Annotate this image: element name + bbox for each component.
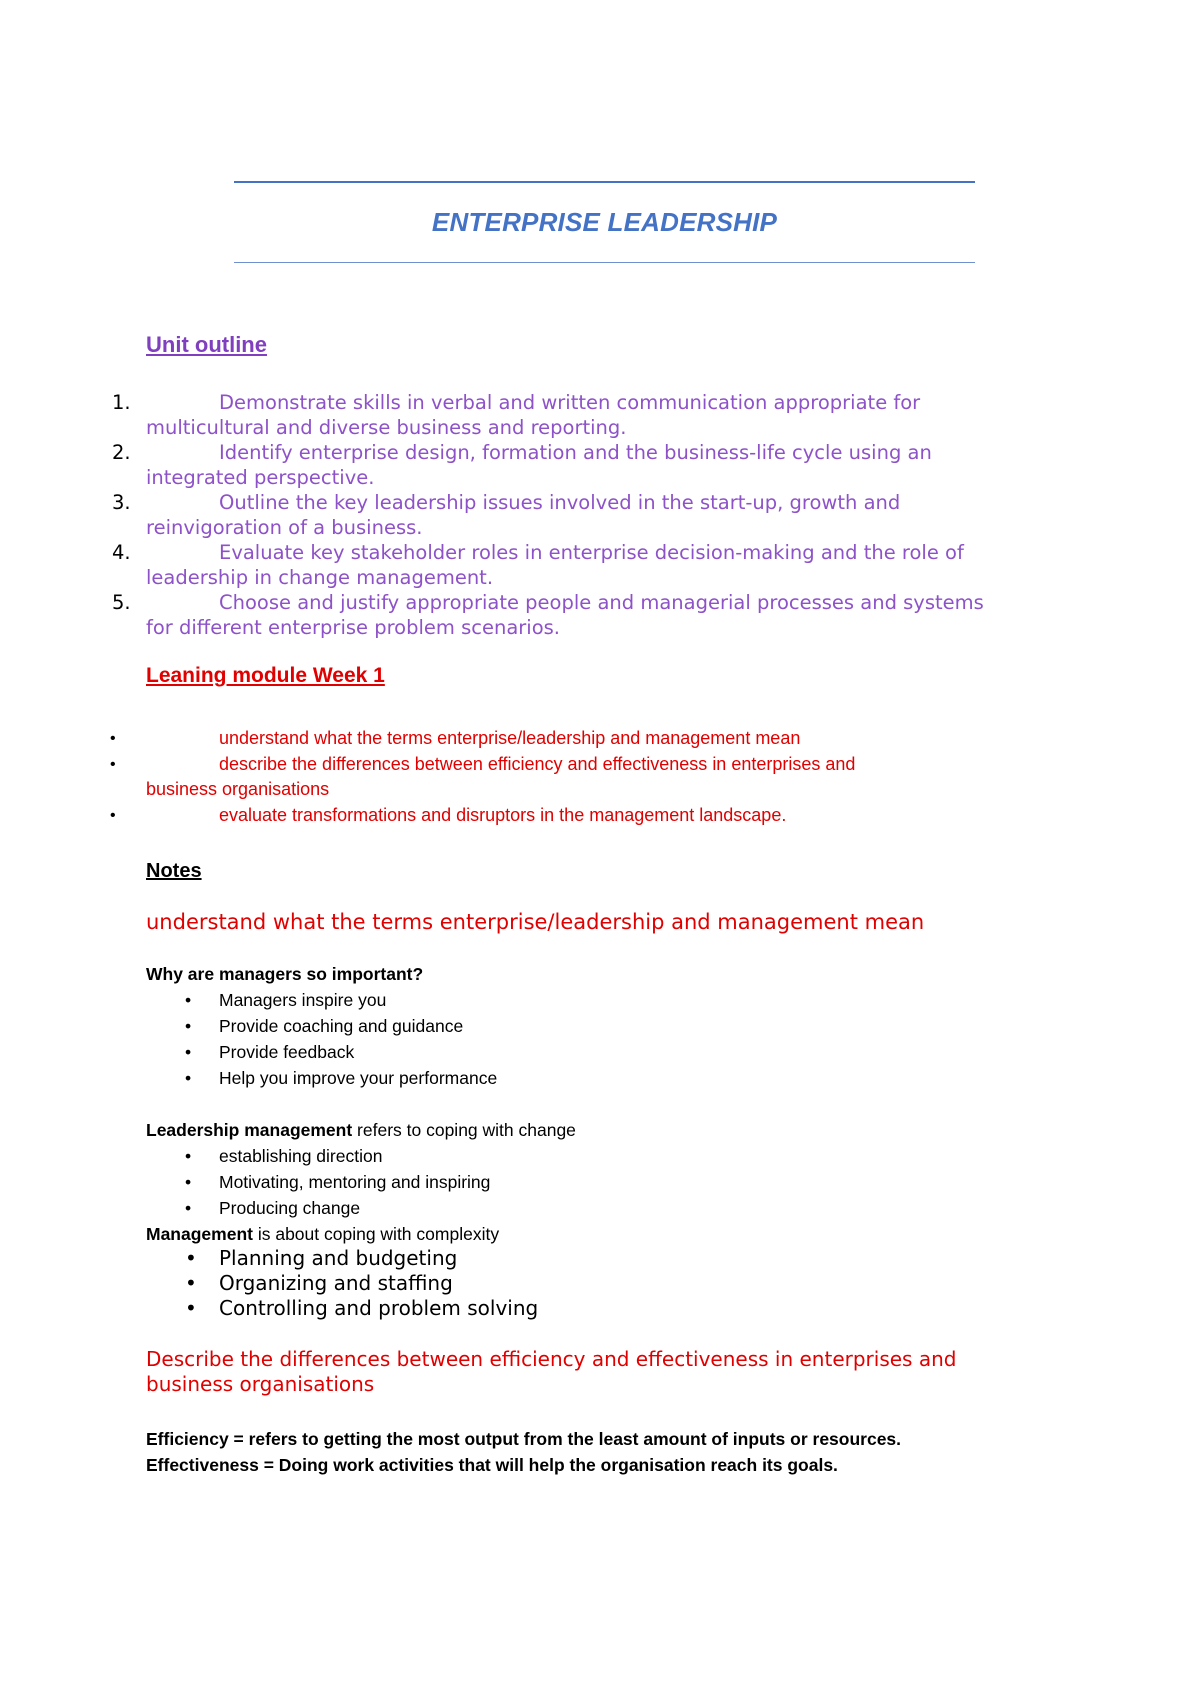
list-item: • Producing change [146, 1195, 490, 1221]
week1-objective [110, 803, 1076, 829]
week1-objective-text: describe the differences between efficiency and effectiveness in enterprises and [219, 753, 856, 774]
week1-objective-text: evaluate transformations and disruptors in the management landscape. [219, 804, 787, 825]
leadership-management-term: Leadership management [146, 1120, 353, 1140]
list-item: • establishing direction [146, 1143, 490, 1169]
bullet-icon: • [185, 1172, 192, 1192]
outline-item-number: 1. [112, 391, 131, 414]
bullet-icon: • [110, 755, 116, 773]
management-text: is about coping with complexity [252, 1224, 500, 1244]
outline-item-text-line2: multicultural and diverse business and reporting. [146, 416, 627, 439]
why-managers-question: Why are managers so important? [146, 964, 424, 984]
describe-line1: Describe the differences between efficiency and effectiveness in enterprises and [146, 1347, 957, 1371]
week1-objective [110, 726, 1076, 752]
leadership-management-text: refers to coping with change [352, 1120, 576, 1140]
efficiency-definition: Efficiency = refers to getting the most output from the least amount of inputs or resources. [146, 1429, 902, 1449]
document-title: ENTERPRISE LEADERSHIP [431, 207, 778, 237]
list-item: • Provide feedback [146, 1039, 497, 1065]
outline-item-text-line2: leadership in change management. [146, 566, 494, 589]
outline-item [112, 590, 1076, 640]
outline-item-number: 4. [112, 541, 131, 564]
management-definition [146, 1221, 1076, 1247]
week1-objectives-list [110, 726, 1076, 828]
outline-item-text-line1: Identify enterprise design, formation and the business-life cycle using an [219, 441, 932, 464]
outline-item-text-line2: for different enterprise problem scenarios. [146, 616, 561, 639]
describe-differences-subheading [146, 1347, 1076, 1397]
outline-item [112, 440, 1076, 490]
week1-objective-text-line2: business organisations [146, 779, 330, 799]
outline-item [112, 540, 1076, 590]
outline-item [112, 390, 1076, 440]
management-term: Management [146, 1224, 253, 1244]
bullet-icon: • [185, 1068, 192, 1088]
title-top-rule [234, 181, 975, 183]
outline-item-text-line1: Evaluate key stakeholder roles in enterprise decision-making and the role of [219, 541, 964, 564]
outline-item-text-line2: integrated perspective. [146, 466, 375, 489]
leadership-management-definition [146, 1117, 1076, 1143]
outline-item-text-line1: Outline the key leadership issues involved in the start-up, growth and [219, 491, 901, 514]
list-item: • Planning and budgeting [185, 1246, 458, 1270]
describe-line2: business organisations [146, 1372, 375, 1396]
bullet-icon: • [185, 1198, 192, 1218]
leadership-list [146, 1143, 490, 1221]
bullet-icon: • [185, 1016, 192, 1036]
bullet-icon: • [185, 1146, 192, 1166]
outline-item-text-line1: Demonstrate skills in verbal and written communication appropriate for [219, 391, 921, 414]
notes-subheading: understand what the terms enterprise/leadership and management mean [146, 910, 925, 934]
outline-item-number: 3. [112, 491, 131, 514]
outline-item-number: 5. [112, 591, 131, 614]
week1-objective-text: understand what the terms enterprise/leadership and management mean [219, 728, 801, 748]
week1-heading: Leaning module Week 1 [146, 664, 385, 687]
bullet-icon: • [185, 1246, 197, 1270]
bullet-icon: • [185, 1271, 197, 1295]
title-bottom-rule [234, 262, 975, 263]
list-item: • Organizing and staffing [185, 1271, 453, 1295]
list-item: • Provide coaching and guidance [146, 1013, 497, 1039]
list-item: • Managers inspire you [146, 987, 497, 1013]
list-item: • Help you improve your performance [146, 1065, 497, 1091]
why-managers-list [146, 987, 497, 1091]
outline-item-text-line2: reinvigoration of a business. [146, 516, 423, 539]
bullet-icon: • [185, 1296, 197, 1320]
bullet-icon: • [110, 730, 116, 747]
bullet-icon: • [185, 1042, 192, 1062]
unit-outline-heading: Unit outline [146, 332, 267, 357]
management-list [146, 1246, 538, 1321]
notes-heading: Notes [146, 860, 202, 882]
effectiveness-definition: Effectiveness = Doing work activities that will help the organisation reach its goals. [146, 1455, 838, 1475]
list-item: • Motivating, mentoring and inspiring [146, 1169, 490, 1195]
bullet-icon: • [110, 806, 116, 824]
week1-objective [110, 752, 1076, 803]
list-item: • Controlling and problem solving [185, 1296, 539, 1320]
outline-item-text-line1: Choose and justify appropriate people and managerial processes and systems [219, 591, 984, 614]
outline-item-number: 2. [112, 441, 131, 464]
unit-outline-list [112, 390, 1076, 640]
bullet-icon: • [185, 990, 192, 1010]
outline-item [112, 490, 1076, 540]
